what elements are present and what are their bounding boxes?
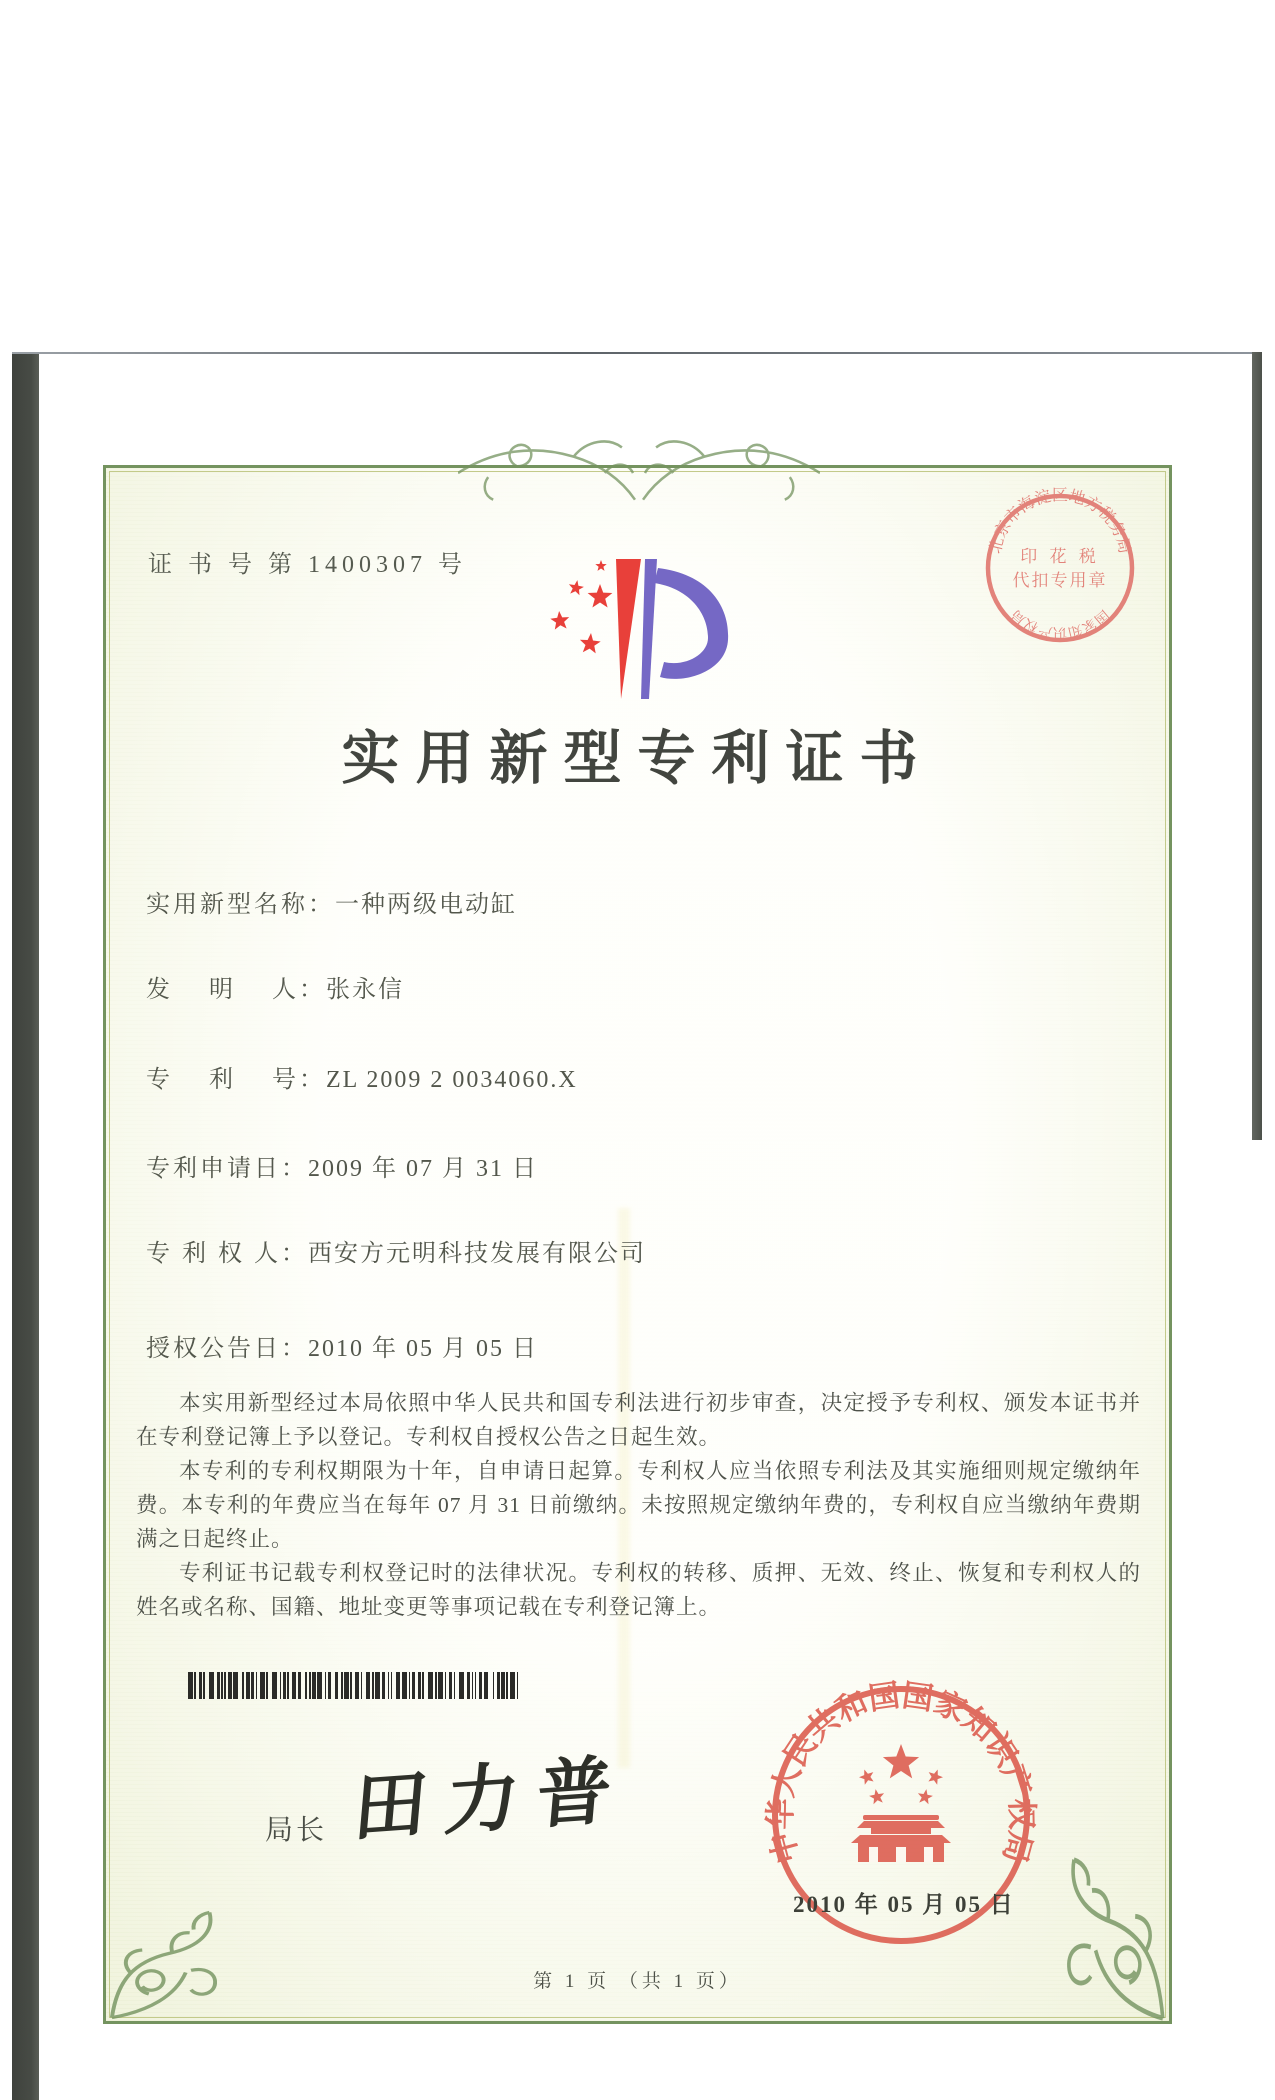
field-row	[146, 1148, 1109, 1183]
national-emblem-icon	[851, 1744, 951, 1862]
paper-top-edge	[12, 352, 1262, 354]
field-row	[146, 1059, 1109, 1094]
seal-ring-text: 中华人民共和国国家知识产权局	[762, 1677, 1040, 1868]
field-row	[146, 884, 1109, 919]
paragraph: 专利证书记载专利权登记时的法律状况。专利权的转移、质押、无效、终止、恢复和专利权人的姓名或名称、国籍、地址变更等事项记载在专利登记簿上。	[136, 1561, 1141, 1619]
scan-edge-left	[12, 354, 39, 2100]
logo-p-bowl	[654, 568, 728, 679]
barcode	[188, 1672, 556, 1699]
corner-flourish-bottom-left	[104, 1906, 249, 2024]
field-value: 2010 年 05 月 05 日	[308, 1336, 538, 1362]
director-title: 局长	[265, 1814, 328, 1845]
field-row	[146, 1233, 1109, 1268]
field-label: 专利申请日：	[146, 1156, 308, 1182]
tax-stamp-center-line2: 代扣专用章	[1012, 571, 1108, 590]
scan-edge-right	[1252, 352, 1262, 1140]
tax-stamp-ring-top: 北京市海淀区地方税务局	[987, 487, 1133, 556]
top-border-ornament	[458, 430, 820, 512]
field-value: 一种两级电动缸	[335, 892, 517, 918]
paragraph: 本实用新型经过本局依照中华人民共和国专利法进行初步审查，决定授予专利权、颁发本证书并在专利登记簿上予以登记。专利权自授权公告之日起生效。	[136, 1391, 1141, 1449]
sipo-logo-icon	[546, 554, 736, 706]
field-label: 授权公告日：	[146, 1336, 308, 1362]
field-label: 专 利 权 人：	[146, 1241, 308, 1267]
field-row	[146, 969, 1109, 1004]
tax-stamp	[974, 482, 1146, 654]
director-signature: 田力普	[349, 1749, 633, 1852]
field-label: 发 明 人：	[146, 977, 326, 1003]
paragraph: 本专利的专利权期限为十年，自申请日起算。专利权人应当依照专利法及其实施细则规定缴纳年费。本专利的年费应当在每年 07 月 31 日前缴纳。未按照规定缴纳年费的，专利权自应当缴纳年费期满之日起终止。	[136, 1459, 1141, 1551]
corner-flourish-bottom-right	[1038, 1850, 1170, 2028]
field-value: ZL 2009 2 0034060.X	[326, 1067, 578, 1093]
certificate-number: 证 书 号 第 1400307 号	[148, 552, 467, 578]
tax-stamp-center-line1: 印 花 税	[1020, 547, 1100, 566]
certificate-title: 实用新型专利证书	[341, 726, 934, 791]
page-number: 第 1 页 （共 1 页）	[533, 1971, 742, 1992]
logo-p-stem	[641, 559, 657, 699]
logo-brush-wedge	[616, 559, 641, 699]
svg-text:北京市海淀区地方税务局	[986, 486, 1134, 555]
tax-stamp-ring-bottom: 国家知识产权局	[1008, 606, 1112, 640]
field-value: 张永信	[326, 977, 404, 1003]
logo-stars	[550, 560, 612, 653]
field-value: 2009 年 07 月 31 日	[308, 1156, 538, 1182]
field-value: 西安方元明科技发展有限公司	[308, 1241, 646, 1267]
seal-date: 2010 年 05 月 05 日	[793, 1892, 1015, 1917]
field-row	[146, 1328, 1109, 1363]
field-label: 实用新型名称：	[146, 892, 335, 918]
legal-paragraphs	[136, 1386, 1141, 1624]
svg-text:国家知识产权局	[1008, 606, 1112, 640]
field-label: 专 利 号：	[146, 1067, 326, 1093]
certificate-frame	[103, 465, 1172, 2024]
